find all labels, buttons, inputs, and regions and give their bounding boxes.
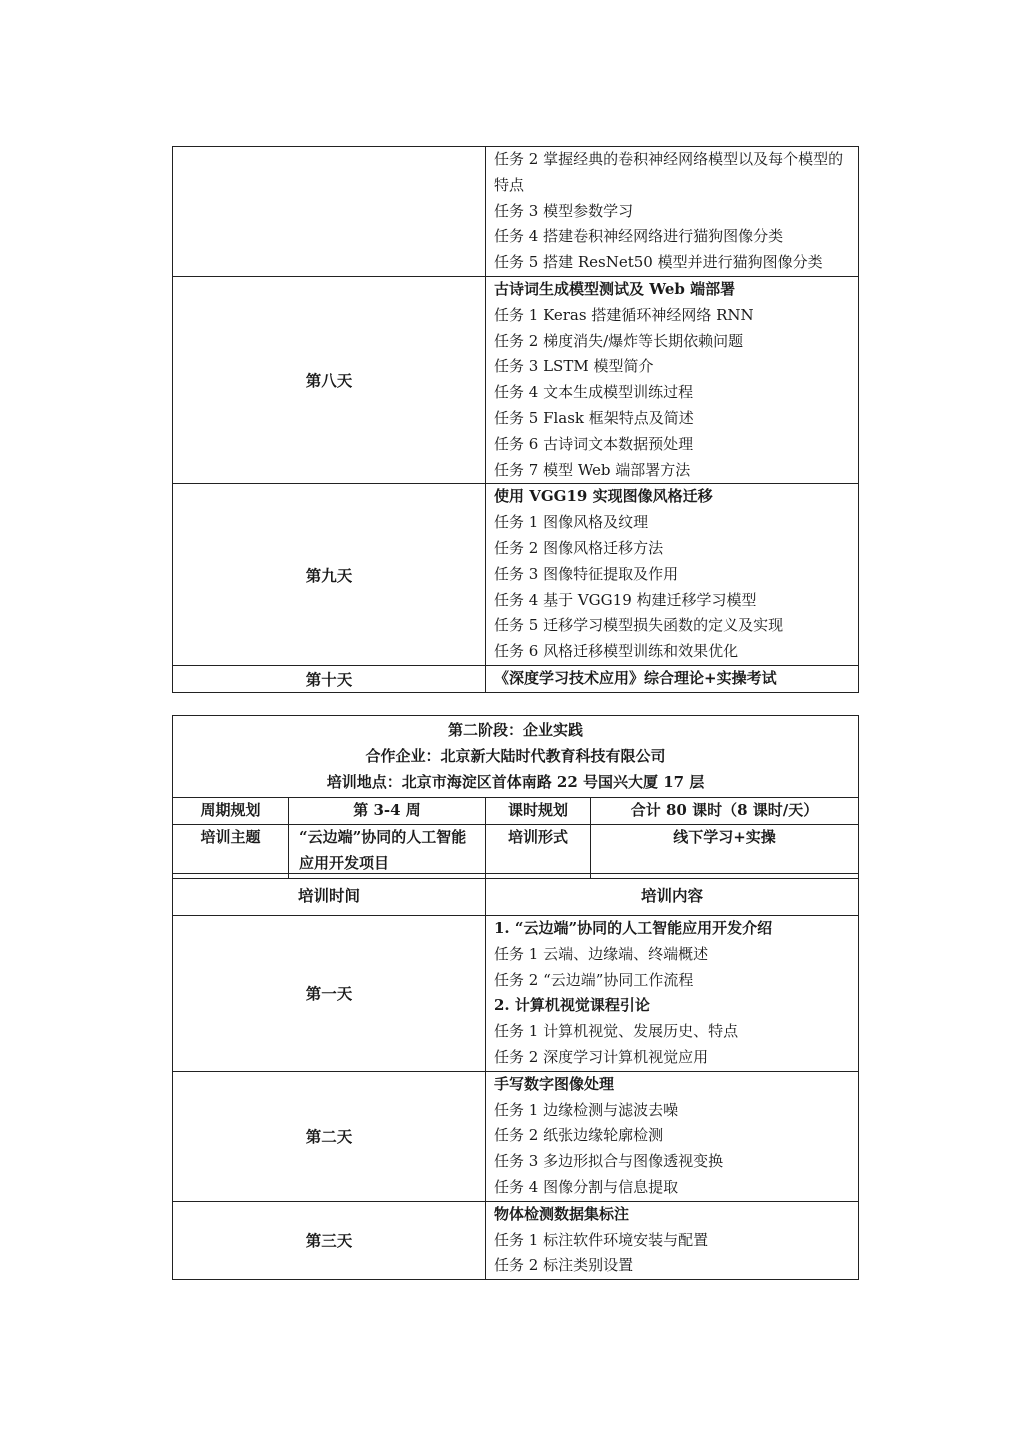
task-item: 任务 2 图像风格迁移方法 — [494, 538, 664, 557]
task-item: 任务 7 模型 Web 端部署方法 — [494, 460, 691, 479]
table-row — [173, 665, 859, 692]
task-item: 任务 3 多边形拟合与图像透视变换 — [494, 1152, 724, 1171]
lesson-title: 《深度学习技术应用》综合理论+实操考试 — [494, 668, 777, 687]
cycle-label-text: 周期规划 — [200, 801, 261, 820]
cycle-label — [173, 798, 289, 825]
task-item: 任务 2 纸张边缘轮廓检测 — [494, 1126, 664, 1145]
hours-value — [591, 798, 859, 825]
stage2-header-row — [173, 716, 859, 798]
task-item: 任务 4 图像分割与信息提取 — [494, 1177, 679, 1196]
task-item: 任务 2 梯度消失/爆炸等长期依赖问题 — [494, 331, 744, 350]
content-cell — [486, 665, 859, 692]
form-label-text: 培训形式 — [507, 828, 568, 847]
table-row — [173, 1071, 859, 1201]
stage2-info-table — [172, 715, 859, 879]
task-item: 任务 2 标注类别设置 — [494, 1256, 634, 1275]
content-cell — [486, 484, 859, 666]
hours-value-text: 合计 80 课时（8 课时/天） — [630, 801, 819, 820]
table-row — [173, 147, 859, 277]
table-row — [173, 916, 859, 1072]
task-item: 任务 1 计算机视觉、发展历史、特点 — [494, 1022, 739, 1041]
day-label: 第九天 — [173, 484, 486, 666]
topic-value-text: “云边端”协同的人工智能应用开发项目 — [299, 828, 467, 872]
column-header-time: 培训时间 — [173, 874, 486, 916]
task-item: 任务 5 迁移学习模型损失函数的定义及实现 — [494, 616, 784, 635]
table-row — [173, 825, 859, 879]
task-item: 任务 1 图像风格及纹理 — [494, 513, 649, 532]
task-item: 任务 2 掌握经典的卷积神经网络模型以及每个模型的特点 — [494, 150, 844, 194]
task-item: 任务 3 LSTM 模型简介 — [494, 357, 654, 376]
day-cell-empty — [173, 147, 486, 277]
topic-label-text: 培训主题 — [200, 828, 261, 847]
content-cell — [486, 916, 859, 1072]
lesson-title: 手写数字图像处理 — [494, 1074, 615, 1093]
task-item: 任务 1 Keras 搭建循环神经网络 RNN — [494, 305, 754, 324]
section-title: 2. 计算机视觉课程引论 — [494, 996, 650, 1015]
content-cell — [486, 276, 859, 483]
hours-label-text: 课时规划 — [507, 801, 568, 820]
task-item: 任务 5 搭建 ResNet50 模型并进行猫狗图像分类 — [494, 253, 823, 272]
task-item: 任务 3 图像特征提取及作用 — [494, 564, 679, 583]
task-item: 任务 1 边缘检测与滤波去噪 — [494, 1100, 679, 1119]
table-header-row — [173, 874, 859, 916]
topic-label — [173, 825, 289, 879]
form-label — [486, 825, 591, 879]
form-value-text: 线下学习+实操 — [673, 828, 776, 847]
task-item: 任务 1 云端、边缘端、终端概述 — [494, 944, 709, 963]
day-label: 第十天 — [173, 665, 486, 692]
column-header-content: 培训内容 — [486, 874, 859, 916]
stage2-header-cell — [173, 716, 859, 798]
day-label: 第八天 — [173, 276, 486, 483]
training-location: 培训地点：北京市海淀区首体南路 22 号国兴大厦 17 层 — [326, 772, 705, 791]
task-item: 任务 6 古诗词文本数据预处理 — [494, 434, 694, 453]
section-title: 1. “云边端”协同的人工智能应用开发介绍 — [494, 919, 773, 937]
task-item: 任务 1 标注软件环境安装与配置 — [494, 1230, 709, 1249]
task-item: 任务 5 Flask 框架特点及简述 — [494, 408, 694, 427]
cycle-value — [289, 798, 486, 825]
task-item: 任务 3 模型参数学习 — [494, 201, 634, 220]
lesson-title: 古诗词生成模型测试及 Web 端部署 — [494, 279, 736, 298]
task-item: 任务 4 文本生成模型训练过程 — [494, 383, 694, 402]
cycle-value-text: 第 3-4 周 — [353, 801, 421, 820]
content-cell — [486, 147, 859, 277]
content-cell — [486, 1071, 859, 1201]
form-value — [591, 825, 859, 879]
stage1-schedule-table — [172, 146, 859, 693]
table-row — [173, 798, 859, 825]
stage2-schedule-table — [172, 873, 859, 1280]
lesson-title: 物体检测数据集标注 — [494, 1204, 630, 1223]
lesson-title: 使用 VGG19 实现图像风格迁移 — [494, 487, 713, 506]
table-row — [173, 276, 859, 483]
task-item: 任务 2 “云边端”协同工作流程 — [494, 970, 694, 989]
company-name: 合作企业：北京新大陆时代教育科技有限公司 — [365, 746, 666, 765]
topic-value — [289, 825, 486, 879]
task-item: 任务 2 深度学习计算机视觉应用 — [494, 1047, 709, 1066]
day-label: 第二天 — [173, 1071, 486, 1201]
task-item: 任务 6 风格迁移模型训练和效果优化 — [494, 642, 739, 661]
hours-label — [486, 798, 591, 825]
stage-title: 第二阶段：企业实践 — [448, 721, 584, 739]
table-row — [173, 484, 859, 666]
table-row — [173, 1201, 859, 1279]
task-item: 任务 4 基于 VGG19 构建迁移学习模型 — [494, 590, 757, 609]
day-label: 第三天 — [173, 1201, 486, 1279]
day-label: 第一天 — [173, 916, 486, 1072]
task-item: 任务 4 搭建卷积神经网络进行猫狗图像分类 — [494, 227, 784, 246]
content-cell — [486, 1201, 859, 1279]
